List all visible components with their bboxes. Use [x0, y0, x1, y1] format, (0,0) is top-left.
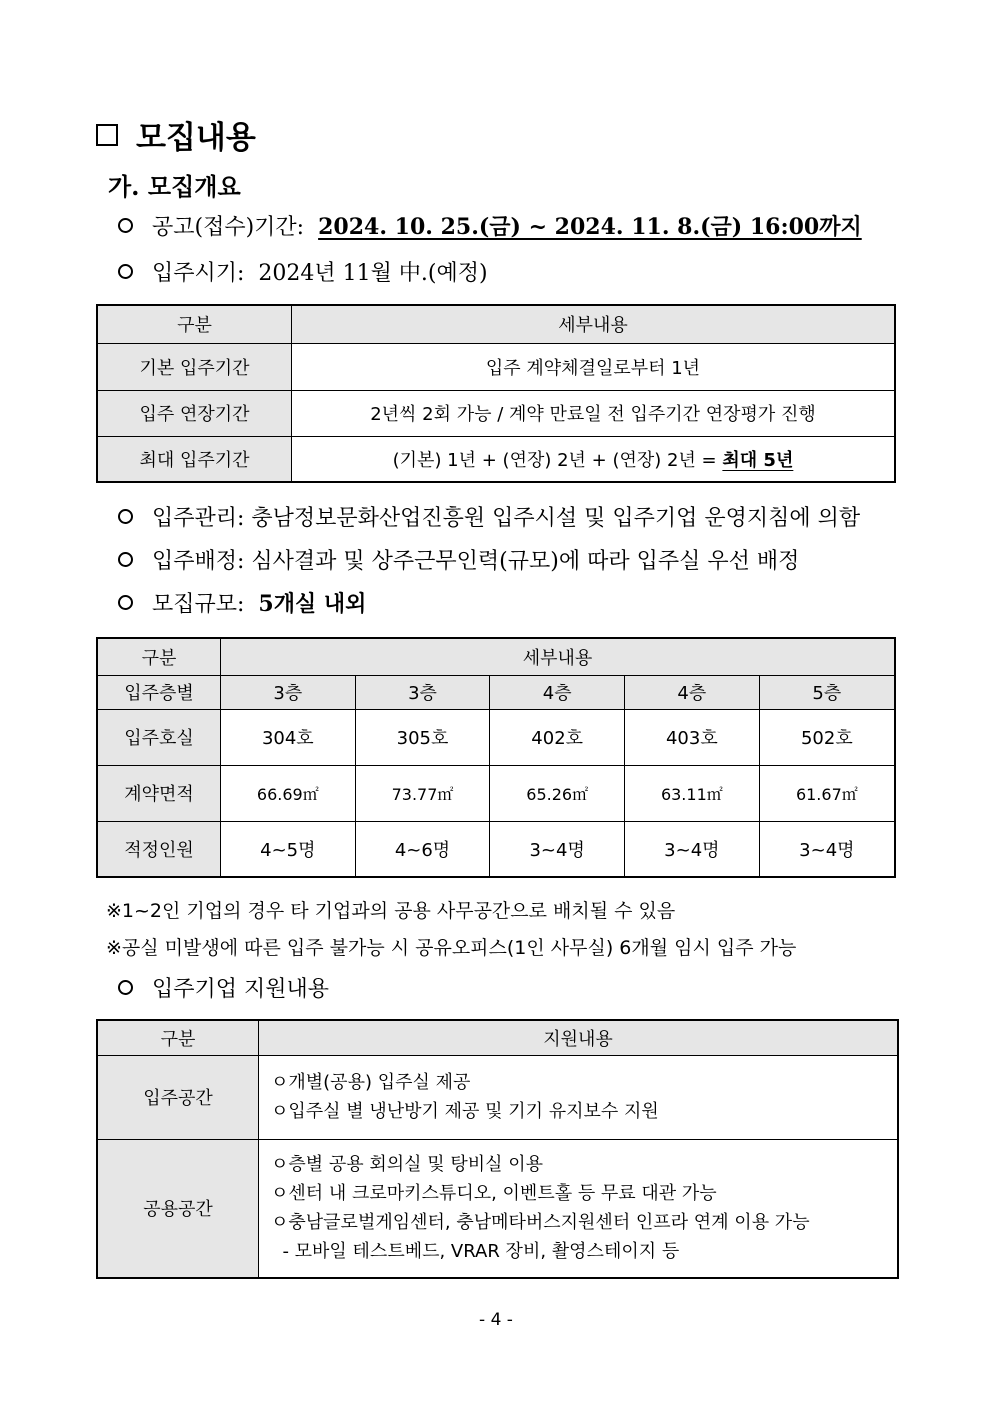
row-value: 2년씩 2회 가능 / 계약 만료일 전 입주기간 연장평가 진행: [292, 390, 896, 436]
capacity-cell: 4~6명: [355, 821, 490, 877]
circle-bullet-icon: [118, 595, 133, 610]
movein-value: 2024년 11월 中.(예정): [258, 261, 488, 286]
support-detail: [259, 1055, 899, 1139]
circle-bullet-icon: [118, 509, 133, 524]
scale-value: 5개실 내외: [258, 591, 367, 617]
header-category: 구분: [97, 638, 221, 675]
area-cell: 73.77㎡: [355, 765, 490, 821]
row-label: 입주호실: [97, 709, 221, 765]
table-row: [97, 390, 895, 436]
assignment-text: 입주배정: 심사결과 및 상주근무인력(규모)에 따라 입주실 우선 배정: [152, 549, 800, 574]
header-category: 구분: [97, 305, 292, 343]
row-value: (기본) 1년 + (연장) 2년 + (연장) 2년 =: [392, 449, 723, 471]
page-number: - 4 -: [479, 1310, 513, 1330]
room-cell: 502호: [759, 709, 895, 765]
table-row: [97, 765, 895, 821]
table-row: [97, 1055, 898, 1139]
row-label: 적정인원: [97, 821, 221, 877]
table-row: [97, 343, 895, 390]
bullet-movein: [118, 256, 488, 287]
bullet-support: [118, 972, 329, 1003]
header-category: 구분: [97, 1020, 259, 1055]
support-line: ㅇ입주실 별 냉난방기 제공 및 기기 유지보수 지원: [271, 1101, 659, 1122]
support-line: ㅇ충남글로벌게임센터, 충남메타버스지원센터 인프라 연계 이용 가능: [271, 1212, 810, 1234]
row-label: 기본 입주기간: [97, 343, 292, 390]
bullet-management: [118, 501, 860, 532]
capacity-cell: 3~4명: [759, 821, 895, 877]
subsection-title: 가. 모집개요: [108, 172, 241, 201]
floor-cell: 5층: [759, 675, 895, 709]
circle-bullet-icon: [118, 264, 133, 279]
capacity-cell: 3~4명: [625, 821, 760, 877]
table-row: [97, 709, 895, 765]
bullet-assignment: [118, 544, 799, 575]
table-header-row: [97, 638, 895, 675]
circle-bullet-icon: [118, 980, 133, 995]
header-detail: 세부내용: [292, 305, 896, 343]
room-cell: 402호: [490, 709, 625, 765]
circle-bullet-icon: [118, 218, 133, 233]
checkbox-square-icon: [96, 124, 118, 146]
support-line: ㅇ개별(공용) 입주실 제공: [271, 1072, 471, 1093]
period-value: 2024. 10. 25.(금) ~ 2024. 11. 8.(금) 16:00까지: [318, 214, 862, 240]
row-label: 입주공간: [97, 1055, 259, 1139]
floor-cell: 4층: [490, 675, 625, 709]
max-period-emphasis: 최대 5년: [722, 449, 794, 471]
movein-label: 입주시기:: [152, 261, 245, 286]
circle-bullet-icon: [118, 552, 133, 567]
section-title: 모집내용: [136, 120, 256, 156]
row-label: 공용공간: [97, 1139, 259, 1278]
header-detail: 세부내용: [221, 638, 896, 675]
row-label: 최대 입주기간: [97, 436, 292, 482]
scale-label: 모집규모:: [152, 592, 245, 617]
table-header-row: [97, 305, 895, 343]
table-header-row: [97, 1020, 898, 1055]
row-value: 입주 계약체결일로부터 1년: [292, 343, 896, 390]
room-cell: 403호: [625, 709, 760, 765]
bullet-scale: [118, 587, 366, 618]
support-line: ㅇ층별 공용 회의실 및 탕비실 이용: [271, 1154, 544, 1176]
floor-label: 입주층별: [97, 675, 221, 709]
area-cell: 66.69㎡: [221, 765, 356, 821]
capacity-cell: 3~4명: [490, 821, 625, 877]
table-row: [97, 1139, 898, 1278]
capacity-cell: 4~5명: [221, 821, 356, 877]
period-label: 공고(접수)기간:: [152, 215, 305, 240]
table-row: [97, 821, 895, 877]
support-table: [96, 1019, 899, 1279]
area-cell: 63.11㎡: [625, 765, 760, 821]
floor-cell: 3층: [221, 675, 356, 709]
floor-cell: 3층: [355, 675, 490, 709]
support-line: ㅇ센터 내 크로마키스튜디오, 이벤트홀 등 무료 대관 가능: [271, 1183, 717, 1205]
support-label: 입주기업 지원내용: [152, 977, 330, 1002]
floor-row: [97, 675, 895, 709]
row-label: 입주 연장기간: [97, 390, 292, 436]
area-cell: 65.26㎡: [490, 765, 625, 821]
room-cell: 305호: [355, 709, 490, 765]
note-shared-office: ※1~2인 기업의 경우 타 기업과의 공용 사무공간으로 배치될 수 있음: [106, 900, 676, 922]
floor-cell: 4층: [625, 675, 760, 709]
note-temporary-office: ※공실 미발생에 따른 입주 불가능 시 공유오피스(1인 사무실) 6개월 임시 입주 가능: [106, 937, 797, 959]
header-support: 지원내용: [259, 1020, 899, 1055]
bullet-period: [118, 210, 862, 241]
row-label: 계약면적: [97, 765, 221, 821]
row-value-cell: [292, 436, 896, 482]
room-cell: 304호: [221, 709, 356, 765]
section-heading: [96, 112, 256, 157]
area-cell: 61.67㎡: [759, 765, 895, 821]
period-table: [96, 304, 896, 483]
support-detail: [259, 1139, 899, 1278]
room-table: [96, 637, 896, 878]
support-line: - 모바일 테스트베드, VRAR 장비, 촬영스테이지 등: [271, 1241, 680, 1263]
management-text: 입주관리: 충남정보문화산업진흥원 입주시설 및 입주기업 운영지침에 의함: [152, 506, 861, 531]
table-row: [97, 436, 895, 482]
